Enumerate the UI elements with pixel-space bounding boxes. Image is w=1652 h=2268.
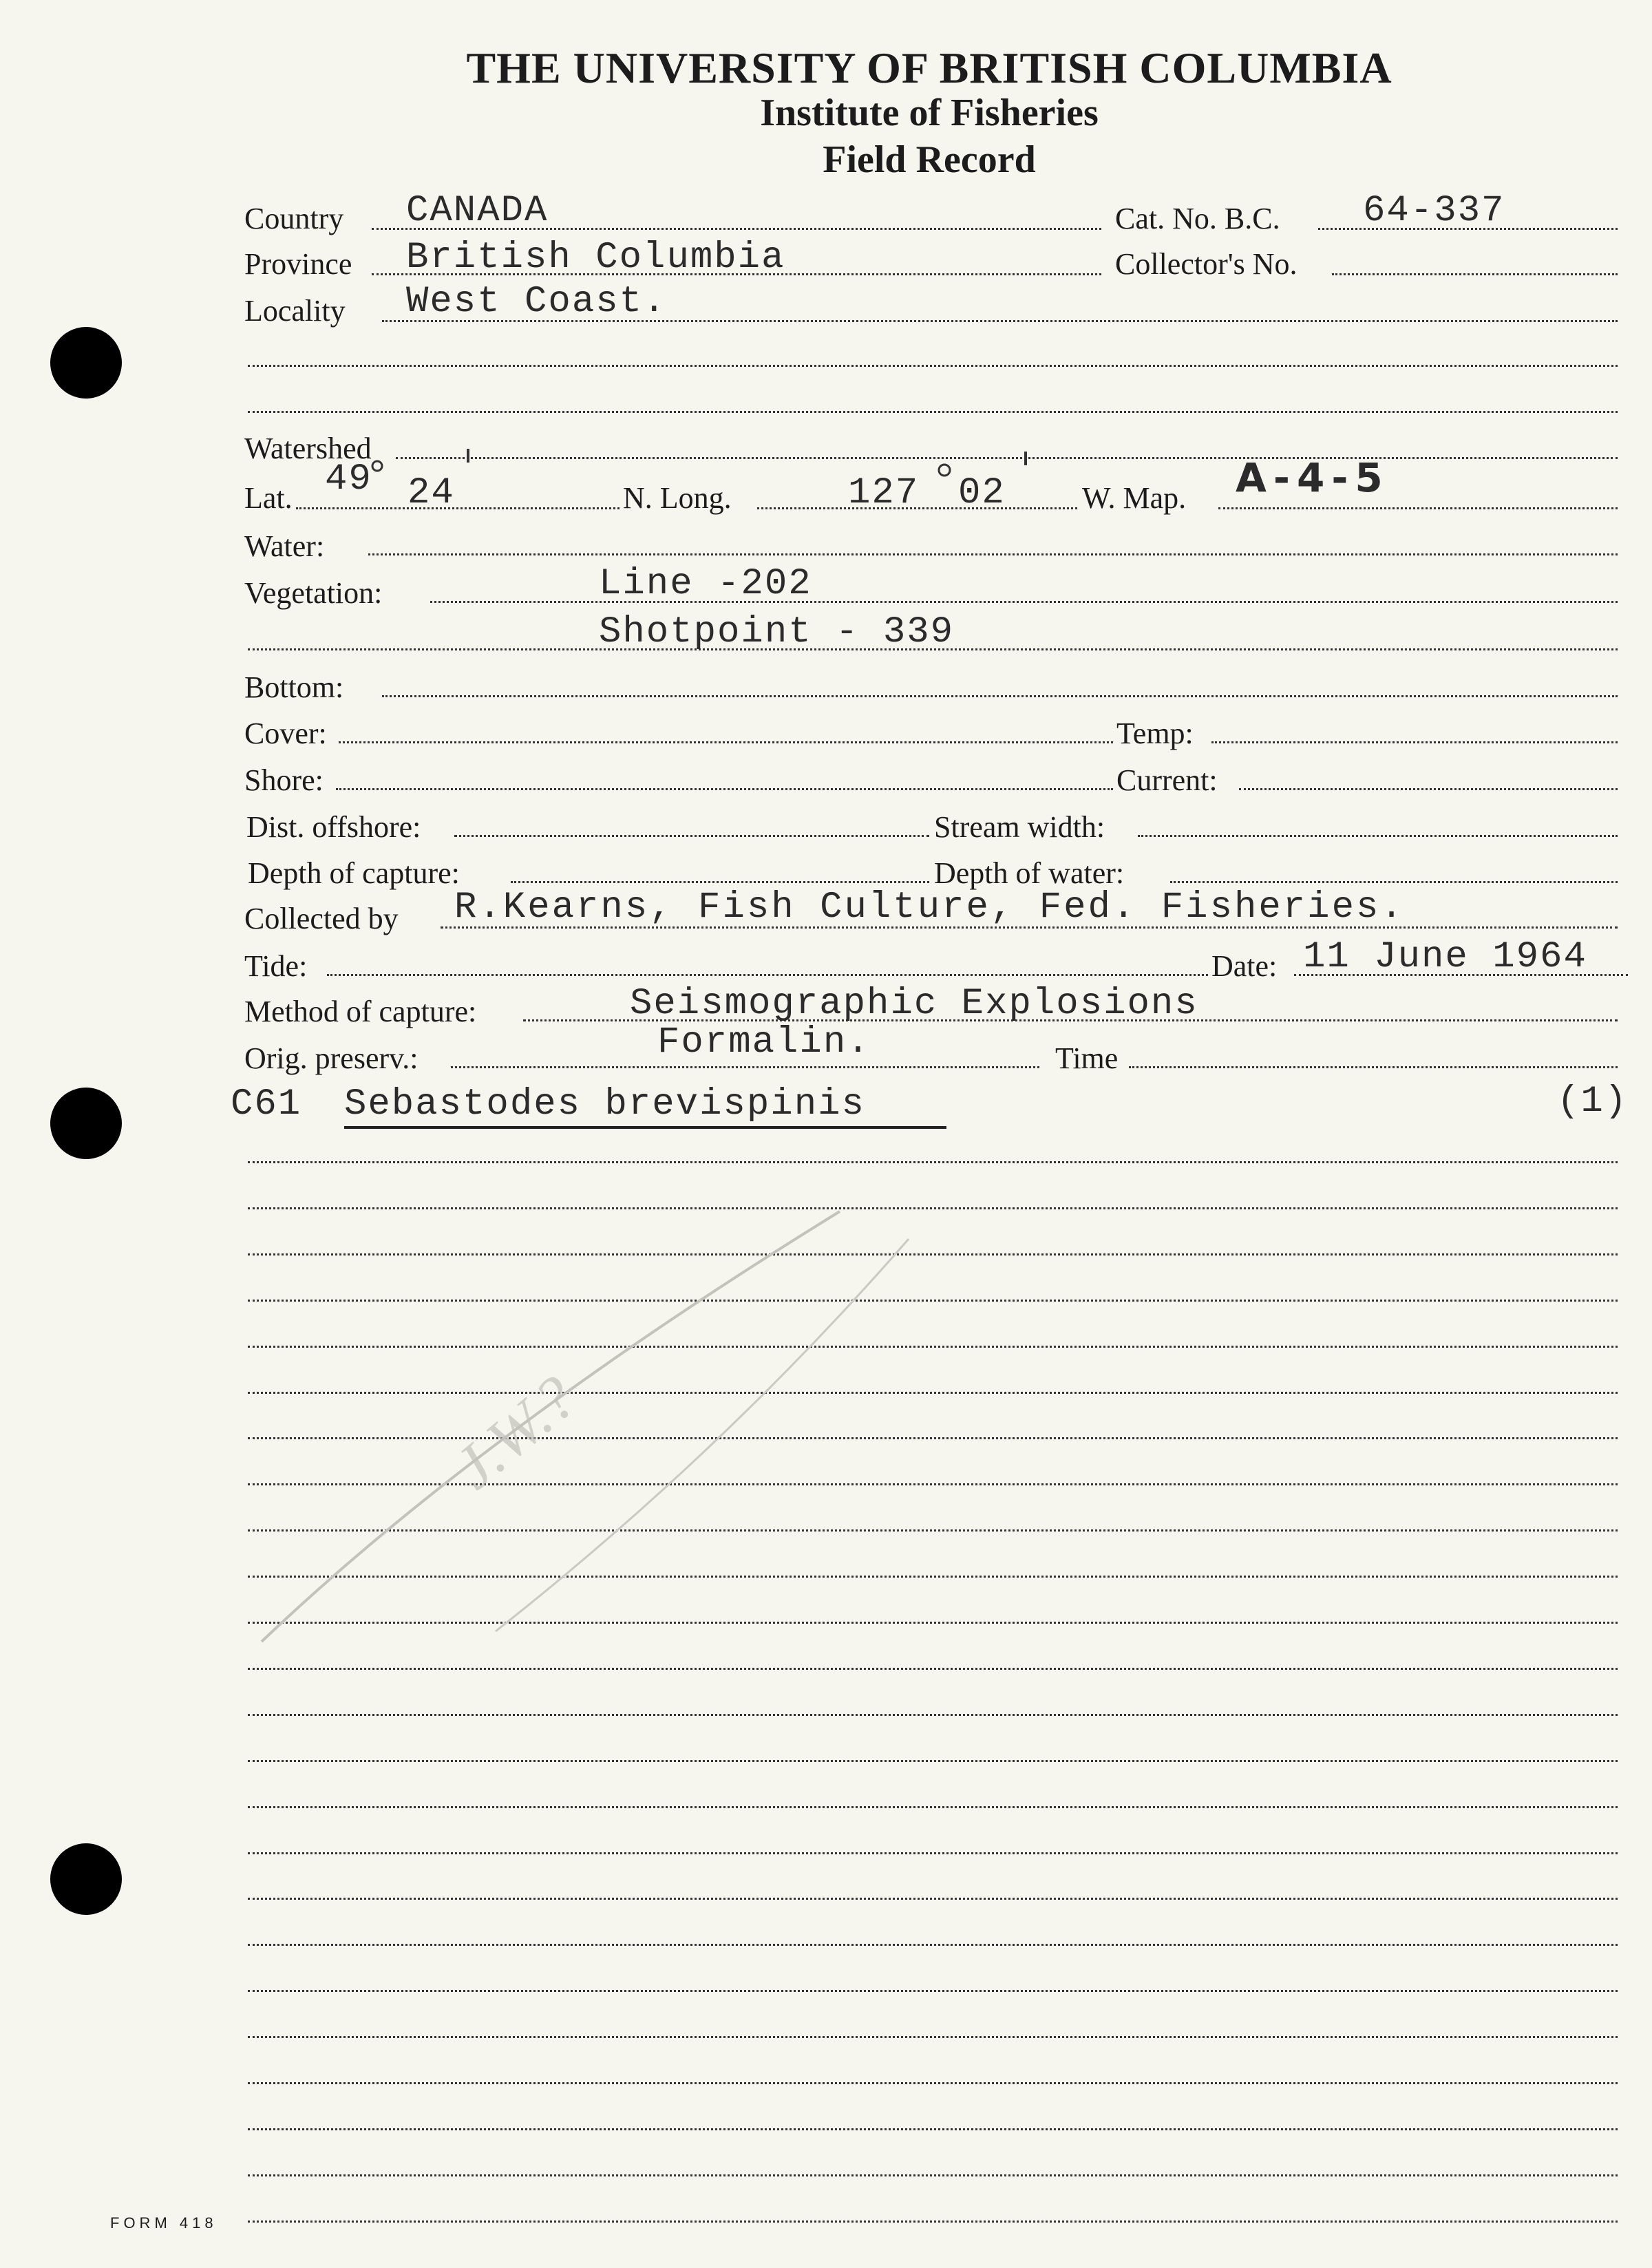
depth-capture-label: Depth of capture: bbox=[248, 856, 460, 890]
collected-by-label: Collected by bbox=[244, 902, 399, 935]
country-value: CANADA bbox=[406, 190, 549, 232]
depth-water-label: Depth of water: bbox=[934, 856, 1125, 890]
method-value: Seismographic Explosions bbox=[630, 983, 1198, 1025]
map-value: A-4-5 bbox=[1236, 454, 1390, 501]
water-label: Water: bbox=[244, 529, 325, 563]
dist-offshore-label: Dist. offshore: bbox=[246, 810, 421, 844]
tide-label: Tide: bbox=[244, 949, 308, 983]
vegetation-value-2: Shotpoint - 339 bbox=[599, 611, 955, 653]
locality-label: Locality bbox=[244, 294, 346, 328]
province-value: British Columbia bbox=[406, 237, 785, 279]
w-map-label: W. Map. bbox=[1082, 481, 1187, 515]
current-label: Current: bbox=[1116, 763, 1218, 797]
form-number: FORM 418 bbox=[110, 2214, 218, 2232]
country-label: Country bbox=[244, 202, 344, 235]
bottom-label: Bottom: bbox=[244, 670, 344, 704]
long-degrees: 127 bbox=[848, 472, 920, 514]
watershed-label: Watershed bbox=[244, 432, 372, 465]
cover-label: Cover: bbox=[244, 717, 327, 750]
n-long-label: N. Long. bbox=[623, 481, 732, 515]
institute-title: Institute of Fisheries bbox=[760, 92, 1099, 134]
cat-no-value: 64-337 bbox=[1363, 190, 1505, 232]
vegetation-value-1: Line -202 bbox=[599, 563, 812, 605]
orig-preserv-label: Orig. preserv.: bbox=[244, 1041, 419, 1075]
locality-value: West Coast. bbox=[406, 281, 667, 323]
date-label: Date: bbox=[1211, 949, 1278, 983]
lat-degrees: 49 bbox=[325, 458, 372, 500]
stream-width-label: Stream width: bbox=[934, 810, 1105, 844]
collected-by-value: R.Kearns, Fish Culture, Fed. Fisheries. bbox=[454, 887, 1405, 929]
province-label: Province bbox=[244, 247, 352, 281]
cat-no-label: Cat. No. B.C. bbox=[1115, 202, 1280, 235]
long-minutes: 02 bbox=[958, 472, 1006, 514]
form-title: Field Record bbox=[823, 138, 1036, 181]
lat-minutes: 24 bbox=[407, 472, 455, 514]
collectors-no-label: Collector's No. bbox=[1115, 247, 1298, 281]
vegetation-label: Vegetation: bbox=[244, 576, 383, 610]
method-label: Method of capture: bbox=[244, 995, 477, 1028]
shore-label: Shore: bbox=[244, 763, 324, 797]
date-value: 11 June 1964 bbox=[1303, 936, 1587, 978]
time-label: Time bbox=[1055, 1041, 1119, 1075]
university-title: THE UNIVERSITY OF BRITISH COLUMBIA bbox=[466, 43, 1392, 92]
pencil-stroke bbox=[262, 1211, 840, 1642]
temp-label: Temp: bbox=[1116, 717, 1194, 750]
specimen-name: Sebastodes brevispinis bbox=[344, 1083, 865, 1125]
specimen-code: C61 bbox=[231, 1083, 302, 1125]
specimen-count: (1) bbox=[1557, 1081, 1629, 1123]
orig-preserv-value: Formalin. bbox=[657, 1021, 871, 1063]
faint-pencil-note: J.W.? bbox=[441, 1363, 589, 1503]
lat-label: Lat. bbox=[244, 481, 293, 515]
